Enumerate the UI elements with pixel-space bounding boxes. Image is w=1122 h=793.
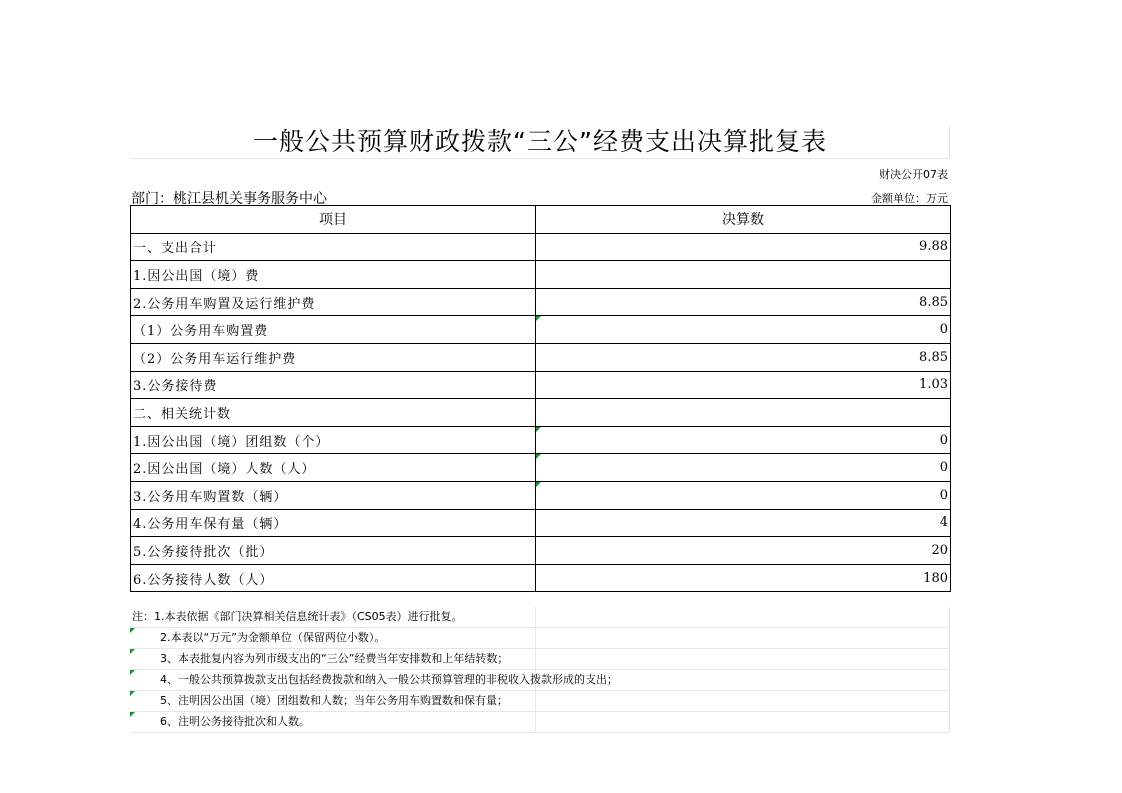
title-gridline: [130, 158, 950, 159]
table-code: 财决公开07表: [879, 168, 948, 181]
row-value[interactable]: [536, 261, 951, 289]
note-line: [130, 670, 950, 691]
expense-table: [130, 205, 951, 592]
title-cell-border: [949, 126, 950, 158]
cell-marker-icon: [130, 691, 135, 696]
note-text: 4、一般公共预算拨款支出包括经费拨款和纳入一般公共预算管理的非税收入拨款形成的支出；: [160, 673, 618, 686]
cell-marker-icon: [536, 482, 541, 487]
row-label[interactable]: 一、支出合计: [131, 233, 536, 261]
note-line: [130, 628, 950, 649]
note-text: 2.本表以“万元”为金额单位（保留两位小数）。: [160, 631, 386, 644]
row-label[interactable]: 3.公务接待费: [131, 371, 536, 399]
department-label: 部门：桃江县机关事务服务中心: [131, 191, 327, 207]
row-value[interactable]: [536, 399, 951, 427]
row-label[interactable]: （1）公务用车购置费: [131, 316, 536, 344]
header-item: 项目: [131, 206, 536, 234]
note-line: [130, 649, 950, 670]
row-label[interactable]: 3.公务用车购置数（辆）: [131, 481, 536, 509]
note-line: [130, 607, 950, 628]
row-label[interactable]: 1.因公出国（境）团组数（个）: [131, 426, 536, 454]
table-row: [131, 371, 951, 399]
cell-marker-icon: [536, 454, 541, 459]
row-value[interactable]: 1.03: [536, 371, 951, 399]
note-text: 5、注明因公出国（境）团组数和人数；当年公务用车购置数和保有量；: [160, 694, 508, 707]
row-label[interactable]: 5.公务接待批次（批）: [131, 537, 536, 565]
note-line: [130, 691, 950, 712]
row-value[interactable]: 0: [536, 481, 951, 509]
row-label[interactable]: 6.公务接待人数（人）: [131, 564, 536, 592]
row-label[interactable]: （2）公务用车运行维护费: [131, 343, 536, 371]
table-row: [131, 454, 951, 482]
cell-marker-icon: [536, 316, 541, 321]
table-row: [131, 343, 951, 371]
table-row: [131, 233, 951, 261]
cell-marker-icon: [130, 628, 135, 633]
note-text: 6、注明公务接待批次和人数。: [160, 715, 310, 728]
row-value[interactable]: 0: [536, 426, 951, 454]
row-value[interactable]: 9.88: [536, 233, 951, 261]
table-row: [131, 399, 951, 427]
cell-marker-icon: [130, 649, 135, 654]
table-row: [131, 426, 951, 454]
unit-label: 金额单位：万元: [871, 192, 948, 205]
table-row: [131, 261, 951, 289]
row-value[interactable]: 180: [536, 564, 951, 592]
row-value[interactable]: 8.85: [536, 343, 951, 371]
row-value[interactable]: 20: [536, 537, 951, 565]
row-value[interactable]: 8.85: [536, 288, 951, 316]
row-label[interactable]: 二、相关统计数: [131, 399, 536, 427]
table-row: [131, 481, 951, 509]
row-label[interactable]: 1.因公出国（境）费: [131, 261, 536, 289]
note-text: 注：1.本表依据《部门决算相关信息统计表》（CS05表）进行批复。: [132, 610, 463, 623]
cell-marker-icon: [130, 670, 135, 675]
table-row: [131, 316, 951, 344]
row-value[interactable]: 4: [536, 509, 951, 537]
row-label[interactable]: 2.因公出国（境）人数（人）: [131, 454, 536, 482]
page-title: 一般公共预算财政拨款“三公”经费支出决算批复表: [253, 127, 827, 156]
row-label[interactable]: 2.公务用车购置及运行维护费: [131, 288, 536, 316]
cell-marker-icon: [130, 712, 135, 717]
table-row: [131, 564, 951, 592]
note-line: [130, 712, 950, 733]
header-amount: 决算数: [536, 206, 951, 234]
row-value[interactable]: 0: [536, 316, 951, 344]
note-text: 3、本表批复内容为列市级支出的“三公”经费当年安排数和上年结转数；: [160, 652, 509, 665]
cell-marker-icon: [536, 427, 541, 432]
notes-section: [130, 607, 950, 733]
table-header-row: [131, 206, 951, 234]
table-row: [131, 537, 951, 565]
row-value[interactable]: 0: [536, 454, 951, 482]
table-row: [131, 288, 951, 316]
table-row: [131, 509, 951, 537]
row-label[interactable]: 4.公务用车保有量（辆）: [131, 509, 536, 537]
